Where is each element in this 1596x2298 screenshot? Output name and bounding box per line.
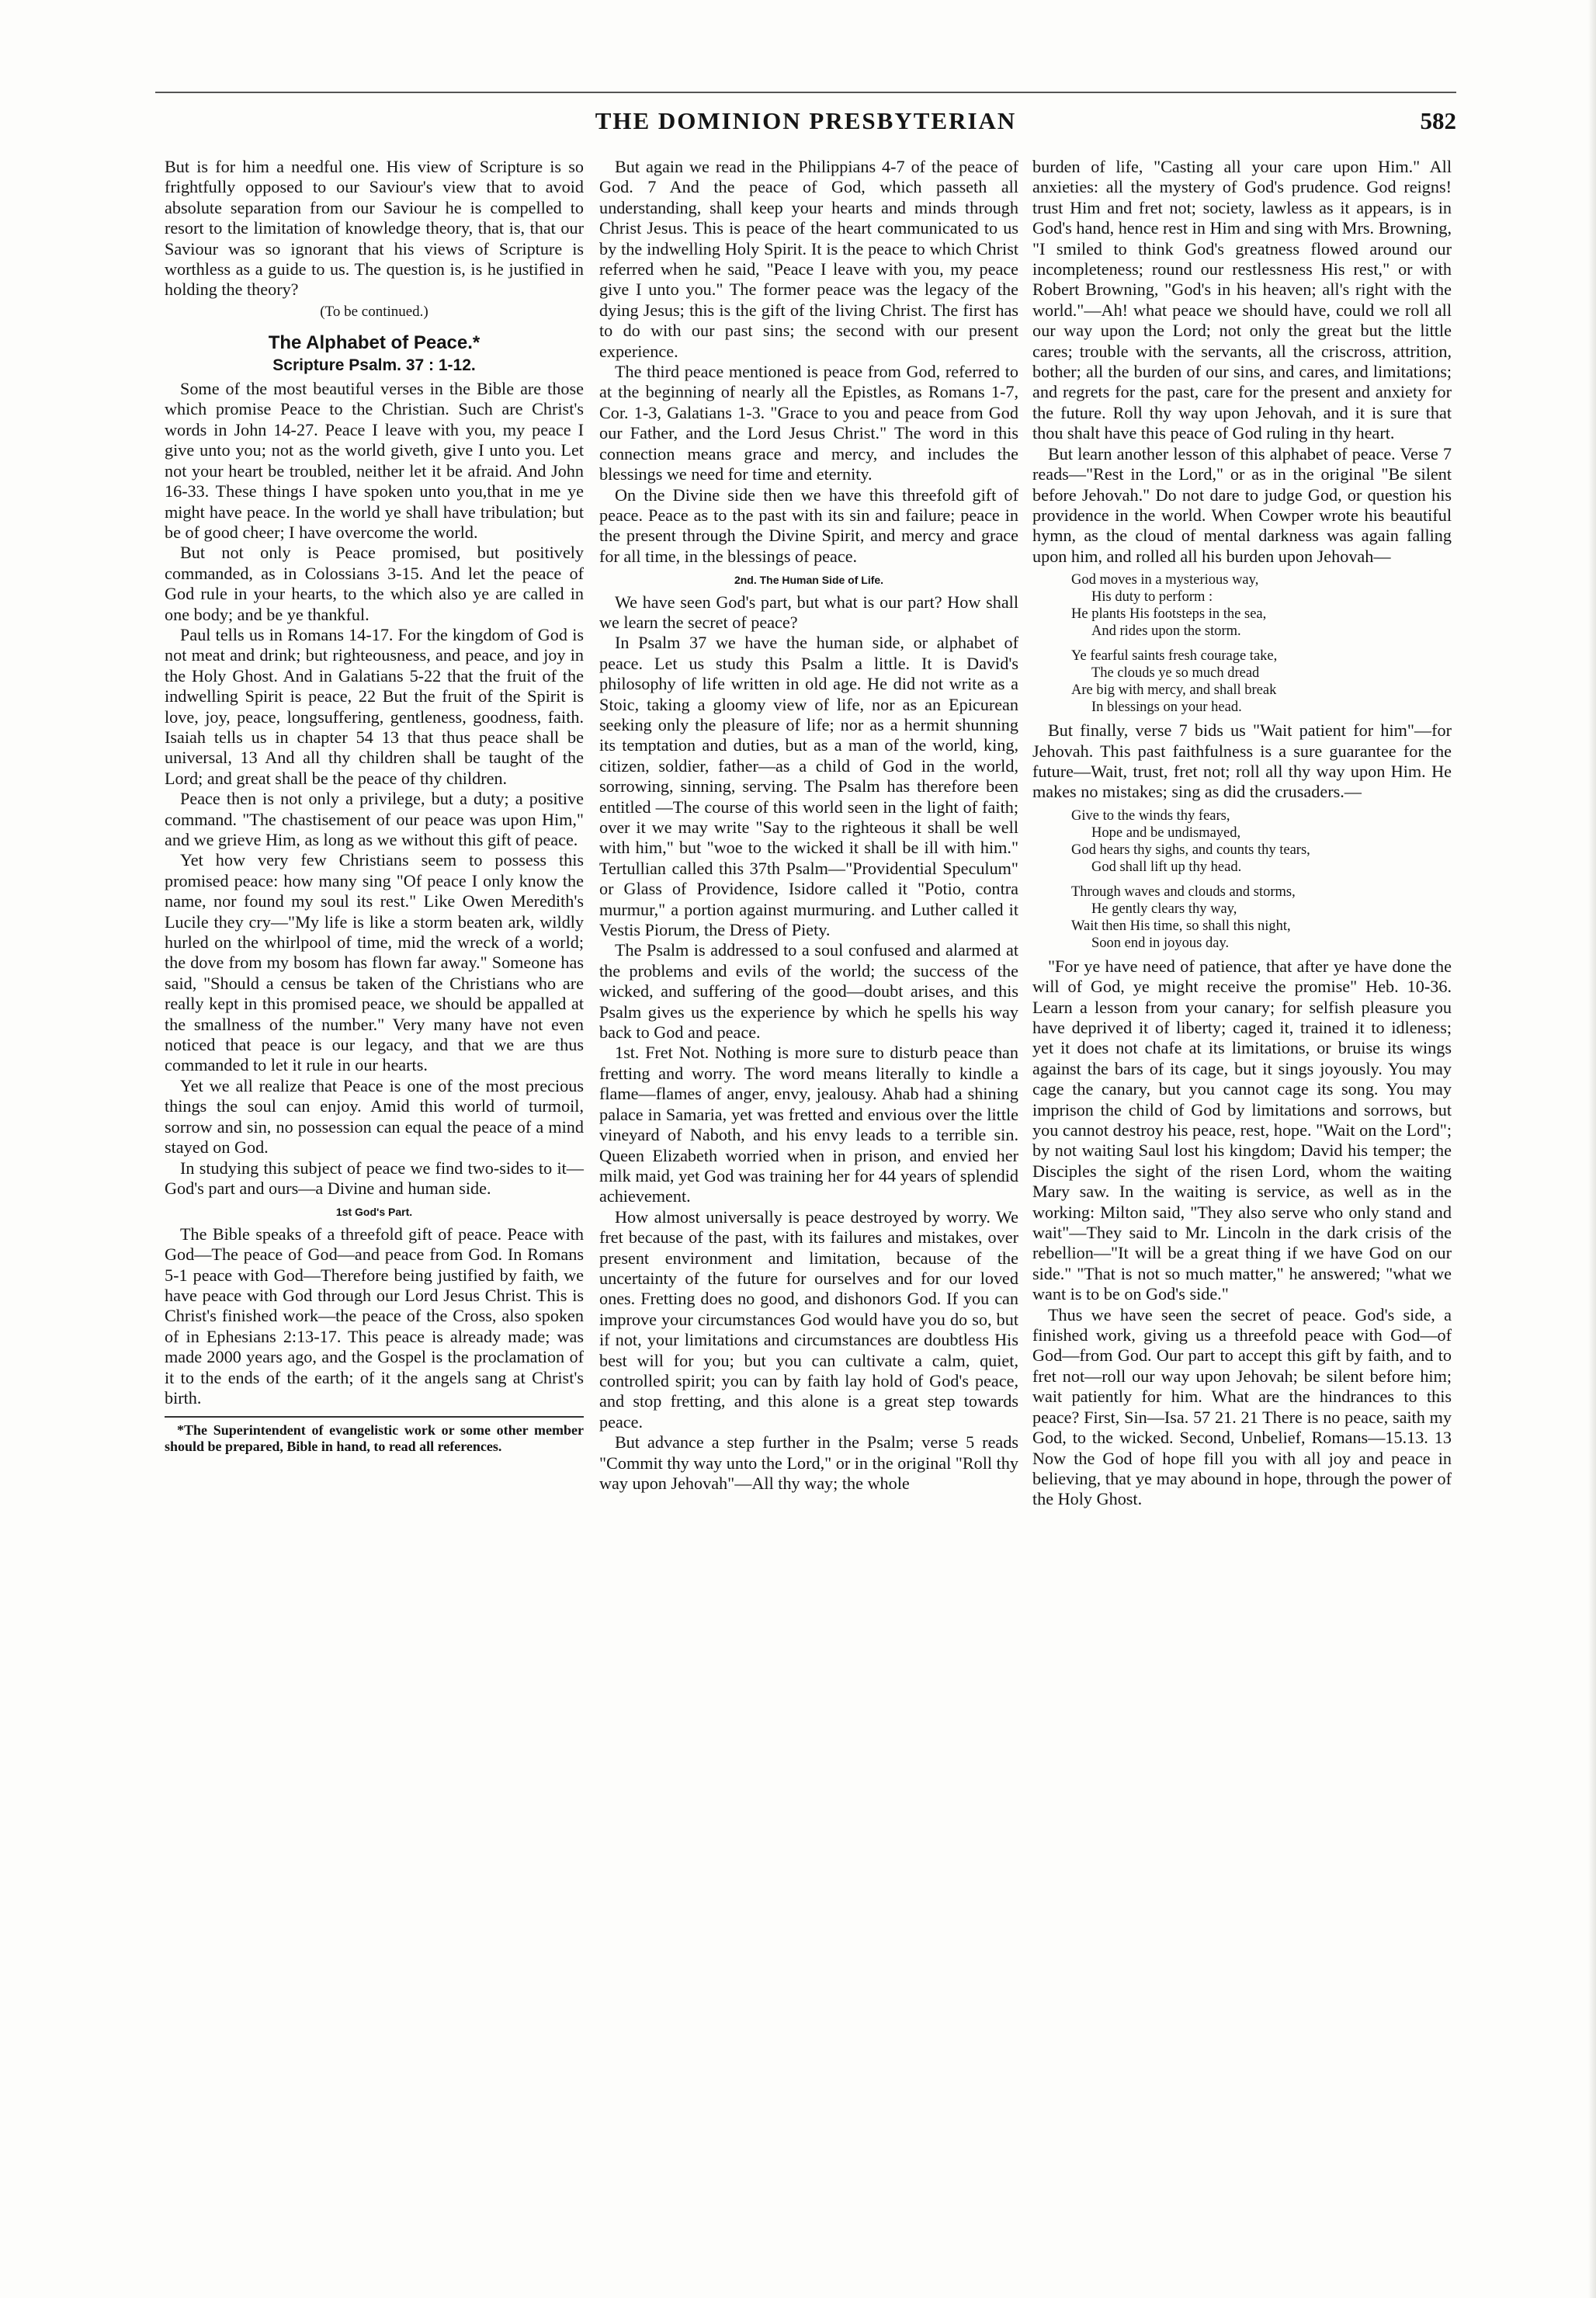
paragraph: But finally, verse 7 bids us "Wait patient for him"—for Jehovah. This past faithfulness is a sure guarantee for the future—Wait, trust, fret not; roll all thy way upon Him. He makes no mistakes; sing as did the crusaders.— [1032,720,1452,802]
paragraph: burden of life, "Casting all your care upon Him." All anxieties: all the mystery of God's prudence. God reigns! trust Him and fret not; society, lawless as it appears, is in God's hand, hence rest in Him and sing with Mrs. Browning, "I smiled to think God's greatness flowed around our incompleteness; round our restlessness His rest," or with Robert Browning, "God's in his heaven; all's right with the world."—Ah! what peace we should have, could we roll all our way upon the Lord; not only the great but the little cares; trouble with the servants, all the criscross, attrition, bother; all the burden of our sins, and cares, and limitations; and regrets for the past, care for the present and anxiety for the future. Roll thy way upon Jehovah, and it is sure that thou shalt have this peace of God ruling in thy heart. [1032,157,1452,443]
paragraph: Peace then is not only a privilege, but a duty; a positive command. "The chastisement of our peace was upon Him," and we grieve Him, as long as we without this gift of peace. [165,789,584,849]
poem-line: He plants His footsteps in the sea, [1071,606,1267,623]
paragraph: The Psalm is addressed to a soul confused and alarmed at the problems and evils of the world; the success of the wicked, and suffering of the good—doubt arises, and this Psalm gives us the experience by which he spells his way back to God and peace. [599,940,1018,1043]
poem-line: And rides upon the storm. [1091,623,1241,640]
paragraph: Thus we have seen the secret of peace. God's side, a finished work, giving us a threefold peace with God—of God—from God. Our part to accept this gift by faith, and to fret not—roll our way upon Jehovah; be silent before him; wait patiently for him. What are the hindrances to this peace? First, Sin—Isa. 57 21. 21 There is no peace, saith my God, to the wicked. Second, Unbelief, Romans—15.13. 13 Now the God of hope fill you with all joy and peace in believing, that ye may abound in hope, through the power of the Holy Ghost. [1032,1304,1452,1509]
paragraph: Yet how very few Christians seem to possess this promised peace: how many sing "Of peace I only know the name, nor found my soul its rest." Like Owen Meredith's Lucile they cry—"My life is like a storm beaten ark, wildly hurled on the whirlpool of time, mid the wreck of a world; the dove from my bosom has flown far away." Someone has said, "Should a census be taken of the Christians who are really kept in this promised peace, we should be appalled at the smallness of the number." Very many have not even noticed that peace is our legacy, and that we are thus commanded to let it rule in our hearts. [165,850,584,1075]
paragraph: The Bible speaks of a threefold gift of peace. Peace with God—The peace of God—and peace from God. In Romans 5-1 peace with God—Therefore being justified by faith, we have peace with God through our Lord Jesus Christ. This is Christ's finished work—the peace of the Cross, also spoken of in Ephesians 2:13-17. This peace is already made; was made 2000 years ago, and the Gospel is the proclamation of it to the ends of the earth; of it the angels sang at Christ's birth. [165,1224,584,1408]
page-edge-shadow [1588,0,1596,2298]
article-heading: The Alphabet of Peace.* [268,332,481,354]
poem-line: Wait then His time, so shall this night, [1071,918,1291,934]
continued-note: (To be continued.) [320,303,428,320]
poem-line: Ye fearful saints fresh courage take, [1071,648,1278,665]
paragraph: But not only is Peace promised, but positively commanded, as in Colossians 3-15. And let the peace of God rule in your hearts, to the which also ye are called in one body; and be ye thankful. [165,543,584,624]
poem-line: God shall lift up thy head. [1091,859,1242,875]
paragraph: But learn another lesson of this alphabet of peace. Verse 7 reads—"Rest in the Lord," or as in the original "Be silent before Jehovah." Do not dare to judge God, or question his providence in the world. When Cowper wrote his beautiful hymn, as the cloud of mental darkness was again falling upon him, and rolled all his burden upon Jehovah— [1032,443,1452,566]
poem-line: Are big with mercy, and shall break [1071,682,1277,699]
section-heading: 1st God's Part. [335,1206,413,1219]
poem-line: God moves in a mysterious way, [1071,572,1259,588]
paragraph: On the Divine side then we have this threefold gift of peace. Peace as to the past with its sin and failure; peace in the present through the Divine Spirit, and mercy and grace for all time, in the blessings of peace. [599,484,1018,566]
footnote: *The Superintendent of evangelistic work or some other member should be prepared, Bible in hand, to read all references. [165,1416,584,1455]
paragraph: The third peace mentioned is peace from God, referred to at the beginning of nearly all the Epistles, as Romans 1-7, Cor. 1-3, Galatians 1-3. "Grace to you and peace from God our Father, and the Lord Jesus Christ." The word in this connection means grace and mercy, and includes the blessings we need for time and eternity. [599,362,1018,484]
poem-line: Through waves and clouds and storms, [1071,883,1296,900]
column-1 [165,157,584,1455]
paragraph: In Psalm 37 we have the human side, or alphabet of peace. Let us study this Psalm a little. It is David's philosophy of life written in old age. He did not write as a Stoic, taking a gloomy view of life, nor as an Epicurean seeking only the pleasure of life; nor as a hermit shunning its temptation and duties, but as a man of the world, king, citizen, soldier, father—as a child of God in the world, sorrowing, sinning, serving. The Psalm has therefore been entitled —The course of this world seen in the light of faith; over it we may write "Say to the righteous it shall be well with him," but "woe to the wicked it shall be ill with him." Tertullian called this 37th Psalm—"Providential Speculum" or Glass of Providence, Isidore called it "Potio, contra murmur," a portion against murmuring. and Luther called it Vestis Piorum, the Dress of Piety. [599,633,1018,940]
hymn-verse-2 [1071,807,1452,952]
page-header [155,99,1456,143]
paragraph: How almost universally is peace destroyed by worry. We fret because of the past, with its failures and mistakes, over present environment and limitation, because of the uncertainty of the future for ourselves and for our loved ones. Fretting does no good, and dishonors God. If you can improve your circumstances God would have you do so, but if not, your limitations and circumstances are doubtless His best will for you; but you can cultivate a calm, quiet, controlled spirit; you can by faith lay hold of God's peace, and stop fretting, and this alone is a great step towards peace. [599,1206,1018,1432]
poem-line: God hears thy sighs, and counts thy tears, [1071,842,1310,858]
paragraph: In studying this subject of peace we find two-sides to it—God's part and ours—a Divine and human side. [165,1158,584,1198]
poem-line: Soon end in joyous day. [1091,935,1230,951]
paragraph: Paul tells us in Romans 14-17. For the kingdom of God is not meat and drink; but righteousness, and peace, and joy in the Holy Ghost. And in Galatians 5-22 that the fruit of the indwelling Spirit is peace, 22 But the fruit of the Spirit is love, joy, peace, longsuffering, gentleness, goodness, faith. Isaiah tells us in chapter 54 13 that thus peace shall be universal, 13 And all thy children shall be taught of the Lord; and great shall be the peace of thy children. [165,624,584,788]
paragraph: 1st. Fret Not. Nothing is more sure to disturb peace than fretting and worry. The word means literally to kindle a flame—flames of anger, envy, jealousy. Ahab had a shining palace in Samaria, yet was fretted and envious over the little vineyard of Naboth, and his envy leads to a terrible sin. Queen Elizabeth worried when in prison, and envied her milk maid, yet God was training her for 44 years of splendid achievement. [599,1043,1018,1206]
paragraph: But again we read in the Philippians 4-7 of the peace of God. 7 And the peace of God, which passeth all understanding, shall keep your hearts and minds through Christ Jesus. This is peace of the heart communicated to us by the indwelling Holy Spirit. It is the peace to which Christ referred when he said, "Peace I leave with you, my peace give I unto you." The former peace was the legacy of the dying Jesus; this is the gift of the living Christ. The first has to do with our past sins; the second with our present experience. [599,157,1018,361]
article-subheading: Scripture Psalm. 37 : 1-12. [272,356,476,374]
poem-line: He gently clears thy way, [1091,901,1237,917]
poem-line: His duty to perform : [1091,589,1213,606]
section-heading: 2nd. The Human Side of Life. [734,574,884,587]
poem-line: The clouds ye so much dread [1091,665,1260,682]
publication-title: THE DOMINION PRESBYTERIAN [595,107,1017,134]
paragraph: But is for him a needful one. His view of Scripture is so frightfully opposed to our Saviour's view that to avoid absolute separation from our Saviour he is compelled to resort to the limitation of knowledge theory, that is, that our Saviour was so ignorant that his views of Scripture is worthless as a guide to us. The question is, is he justified in holding the theory? [165,157,584,300]
poem-line: Give to the winds thy fears, [1071,807,1230,824]
paragraph: Some of the most beautiful verses in the Bible are those which promise Peace to the Christian. Such are Christ's words in John 14-27. Peace I leave with you, my peace I give unto you; not as the world giveth, give I unto you. Let not your heart be troubled, neither let it be afraid. And John 16-33. These things I have spoken unto you,that in me ye might have peace. In the world ye shall have tribulation; but be of good cheer; I have overcome the world. [165,379,584,542]
column-3 [1032,157,1452,1510]
paragraph: "For ye have need of patience, that after ye have done the will of God, ye might receive the promise" Heb. 10-36. Learn a lesson from your canary; for selfish pleasure you have deprived it of liberty; caged it, trained it to idleness; yet it does not chafe at its limitations, or bruise its wings against the bars of its cage, but it sings joyously. You may cage the canary, but you cannot cage its song. You may imprison the child of God by limitations and sorrows, but you cannot destroy his peace, rest, hope. "Wait on the Lord"; by not waiting Saul lost his kingdom; David his temper; the Disciples the sight of the risen Lord, whom the waiting Mary saw. In the waiting is service, as well as in the working: Milton said, "They also serve who only stand and wait"—They said to Mr. Lincoln in the dark crisis of the rebellion—"It will be a great thing if we have God on our side." "That is not so much matter," he answered; "what we want is to be on God's side." [1032,956,1452,1304]
paragraph: We have seen God's part, but what is our part? How shall we learn the secret of peace? [599,592,1018,632]
hymn-verse-1 [1071,571,1452,716]
poem-line: Hope and be undismayed, [1091,824,1241,841]
paragraph: Yet we all realize that Peace is one of the most precious things the soul can enjoy. Amid this world of turmoil, sorrow and sin, no possession can equal the peace of a mind stayed on God. [165,1075,584,1158]
column-2 [599,157,1018,1494]
poem-line: In blessings on your head. [1091,699,1242,716]
paragraph: But advance a step further in the Psalm; verse 5 reads "Commit thy way unto the Lord," or in the original "Roll thy way upon Jehovah"—All thy way; the whole [599,1432,1018,1493]
header-rule [155,92,1456,93]
page-number: 582 [1420,107,1456,134]
